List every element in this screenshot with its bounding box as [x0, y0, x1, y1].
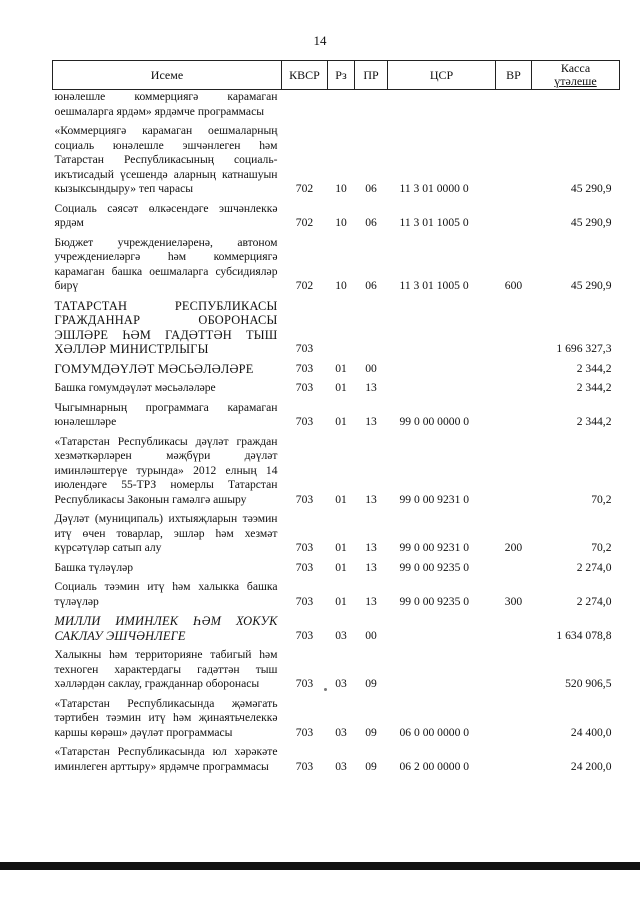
cell-amount: 45 290,9: [570, 279, 612, 292]
cell-name: ТАТАРСТАН РЕСПУБЛИКАСЫ ГРАЖДАННАР ОБОРОНАСЫ ЭШЛӘРЕ ҺӘМ ГАДӘТТӘН ТЫШ ХӘЛЛӘР МИНИСТРЛЫГЫ: [54, 298, 278, 356]
cell-amount: 2 274,0: [576, 594, 612, 608]
cell-pr: 09: [365, 725, 377, 739]
header-row: [53, 61, 620, 90]
cell-kvsr: 703: [295, 381, 314, 394]
scan-speck: [324, 688, 327, 691]
cell-pr: 06: [365, 279, 377, 292]
cell-vr: [496, 697, 532, 746]
cell-vr: [496, 648, 532, 697]
cell-rz: 03: [335, 677, 347, 690]
cell-amount: 2 344,2: [576, 361, 612, 375]
table-row: [53, 435, 620, 513]
header-name: Исеме: [53, 61, 282, 90]
cell-kvsr: 703: [295, 541, 314, 554]
table-row: [53, 745, 620, 779]
cell-kvsr: [282, 90, 328, 125]
cell-csr: [388, 299, 496, 362]
cell-csr: 99 0 00 9231 0: [399, 492, 470, 506]
cell-csr: 11 3 01 1005 0: [399, 216, 469, 229]
cell-name: МИЛЛИ ИМИНЛЕК ҺӘМ ХОКУК САКЛАУ ЭШЧӘНЛЕГЕ: [54, 614, 278, 643]
header-vr: ВР: [496, 61, 532, 90]
header-pr: ПР: [355, 61, 388, 90]
cell-vr: [496, 745, 532, 779]
cell-csr: [388, 90, 496, 125]
header-rz: Рз: [328, 61, 355, 90]
cell-rz: 01: [335, 361, 347, 375]
cell-pr: 13: [365, 541, 377, 554]
cell-csr: 11 3 01 0000 0: [399, 182, 469, 195]
cell-name: юнәлешле коммерциягә карамаган оешмаларга ярдәм» ярдәмче программасы: [54, 90, 278, 118]
cell-kvsr: 703: [295, 560, 314, 574]
cell-kvsr: 703: [295, 342, 314, 355]
page-number: 14: [313, 33, 327, 48]
table-row: [53, 697, 620, 746]
cell-kvsr: 702: [295, 216, 314, 229]
table-body: [53, 90, 620, 780]
cell-vr: 600: [504, 279, 523, 292]
header-kvsr: КВСР: [282, 61, 328, 90]
cell-amount: 2 344,2: [576, 415, 612, 428]
cell-kvsr: 703: [295, 628, 314, 642]
cell-kvsr: 703: [295, 492, 314, 506]
cell-pr: 00: [365, 628, 377, 642]
cell-amount: 24 200,0: [570, 759, 612, 773]
cell-vr: [496, 299, 532, 362]
cell-vr: 200: [504, 541, 523, 554]
header-csr: ЦСР: [388, 61, 496, 90]
cell-amount: 2 344,2: [576, 381, 612, 394]
cell-pr: 00: [365, 361, 377, 375]
cell-rz: 03: [335, 759, 347, 773]
cell-amount: [532, 90, 620, 125]
cell-pr: 06: [365, 216, 377, 229]
cell-name: ГОМУМДӘҮЛӘТ МӘСЬӘЛӘЛӘРЕ: [54, 361, 254, 376]
cell-csr: [388, 614, 496, 648]
table-row: [53, 401, 620, 435]
cell-rz: 10: [335, 279, 347, 292]
header-kassa-line1: Касса: [560, 61, 591, 75]
cell-rz: 01: [335, 381, 347, 394]
table-row: [53, 90, 620, 125]
cell-rz: 01: [335, 541, 347, 554]
cell-kvsr: 703: [295, 725, 314, 739]
cell-csr: [388, 381, 496, 401]
cell-pr: 09: [365, 759, 377, 773]
cell-pr: 13: [365, 492, 377, 506]
cell-name: «Коммерциягә карамаган оешмаларның социаль юнәлешле эшчәнлеген һәм Татарстан Республикасының социаль-икътисадый үсешендә аларның катнашуын кызыксындыру» теп чарасы: [54, 124, 278, 195]
cell-amount: 520 906,5: [565, 677, 612, 690]
table-row: [53, 648, 620, 697]
cell-vr: 300: [504, 594, 523, 608]
cell-amount: 45 290,9: [570, 216, 612, 229]
table-row: [53, 512, 620, 561]
cell-vr: [496, 401, 532, 435]
cell-rz: 01: [335, 560, 347, 574]
table-row: [53, 299, 620, 362]
cell-name: Дәүләт (муниципаль) ихтыяҗларын тәэмин итү өчен товарлар, эшләр һәм хезмәт күрсәтүләр сатып алу: [54, 512, 278, 554]
cell-rz: [328, 299, 355, 362]
cell-kvsr: 703: [295, 677, 314, 690]
cell-name: Чыгымнарның программага карамаган юнәлешләре: [54, 400, 278, 428]
cell-kvsr: 703: [295, 415, 314, 428]
table-row: [53, 561, 620, 581]
cell-vr: [496, 435, 532, 513]
cell-csr: 06 2 00 0000 0: [399, 759, 470, 773]
table-row: [53, 381, 620, 401]
cell-rz: 01: [335, 492, 347, 506]
cell-name: «Татарстан Республикасында юл хәрәкәте иминлеген арттыру» ярдәмче программасы: [54, 745, 278, 773]
cell-rz: 03: [335, 725, 347, 739]
cell-name: «Татарстан Республикасында җәмәгать тәртибен тәэмин итү һәм җинаятьчелеккә каршы көрәш» дәүләт программасы: [54, 696, 278, 739]
table-row: [53, 236, 620, 299]
budget-table: [52, 60, 620, 779]
cell-kvsr: 703: [295, 594, 314, 608]
cell-name: Халыкны һәм территорияне табигый һәм техноген характердагы гадәттән тыш хәлләрдән саклау, гражданнар оборонасы: [54, 648, 278, 690]
cell-amount: 45 290,9: [570, 182, 612, 195]
cell-name: Башка түләүләр: [54, 560, 134, 574]
cell-pr: 06: [365, 182, 377, 195]
cell-name: Бюджет учреждениеләренә, автоном учреждениеләргә һәм коммерциягә карамаган башка оешмаларга субсидияләр бирү: [54, 235, 278, 292]
cell-amount: 1 696 327,3: [556, 342, 612, 355]
cell-vr: [496, 124, 532, 202]
cell-pr: [355, 90, 388, 125]
cell-vr: [496, 202, 532, 236]
cell-csr: [388, 648, 496, 697]
table-row: [53, 580, 620, 614]
cell-amount: 1 634 078,8: [556, 628, 612, 642]
cell-amount: 2 274,0: [576, 560, 612, 574]
cell-csr: 06 0 00 0000 0: [399, 725, 470, 739]
cell-vr: [496, 614, 532, 648]
table-row: [53, 202, 620, 236]
cell-rz: 10: [335, 182, 347, 195]
cell-csr: 11 3 01 1005 0: [399, 279, 469, 292]
cell-amount: 24 400,0: [570, 725, 612, 739]
cell-vr: [496, 90, 532, 125]
cell-pr: 13: [365, 594, 377, 608]
cell-pr: 13: [365, 560, 377, 574]
cell-pr: 13: [365, 381, 377, 394]
cell-kvsr: 703: [295, 759, 314, 773]
cell-pr: 13: [365, 415, 377, 428]
cell-csr: 99 0 00 9235 0: [399, 594, 470, 608]
cell-rz: [328, 90, 355, 125]
cell-vr: [496, 362, 532, 382]
cell-vr: [496, 561, 532, 581]
header-kassa: [532, 61, 620, 90]
cell-csr: 99 0 00 9231 0: [399, 541, 470, 554]
cell-name: Башка гомумдәүләт мәсьәләләре: [54, 381, 216, 394]
table-row: [53, 124, 620, 202]
cell-rz: 03: [335, 628, 347, 642]
scan-edge-bar: [0, 862, 640, 870]
cell-name: «Татарстан Республикасы дәүләт граждан хезмәткәрләрен мәҗбүри дәүләт иминләштерүе турында» 2012 елның 14 июлендәге 55-ТРЗ номерлы Татарстан Республикасы Законын гамәлгә ашыру: [54, 434, 278, 506]
cell-csr: 99 0 00 9235 0: [399, 560, 470, 574]
cell-rz: 10: [335, 216, 347, 229]
table-row: [53, 614, 620, 648]
cell-pr: 09: [365, 677, 377, 690]
cell-kvsr: 702: [295, 182, 314, 195]
cell-rz: 01: [335, 594, 347, 608]
cell-vr: [496, 381, 532, 401]
cell-kvsr: 703: [295, 361, 314, 375]
cell-pr: [355, 299, 388, 362]
cell-name: Социаль сәясәт өлкәсендәге эшчәнлеккә ярдәм: [54, 201, 278, 229]
cell-csr: [388, 362, 496, 382]
table-row: [53, 362, 620, 382]
cell-csr: 99 0 00 0000 0: [399, 415, 470, 428]
cell-amount: 70,2: [591, 492, 612, 506]
cell-kvsr: 702: [295, 279, 314, 292]
cell-name: Социаль тәэмин итү һәм халыкка башка түләүләр: [54, 580, 278, 608]
header-kassa-line2: үтәлеше: [554, 74, 597, 88]
cell-amount: 70,2: [591, 541, 612, 554]
cell-rz: 01: [335, 415, 347, 428]
